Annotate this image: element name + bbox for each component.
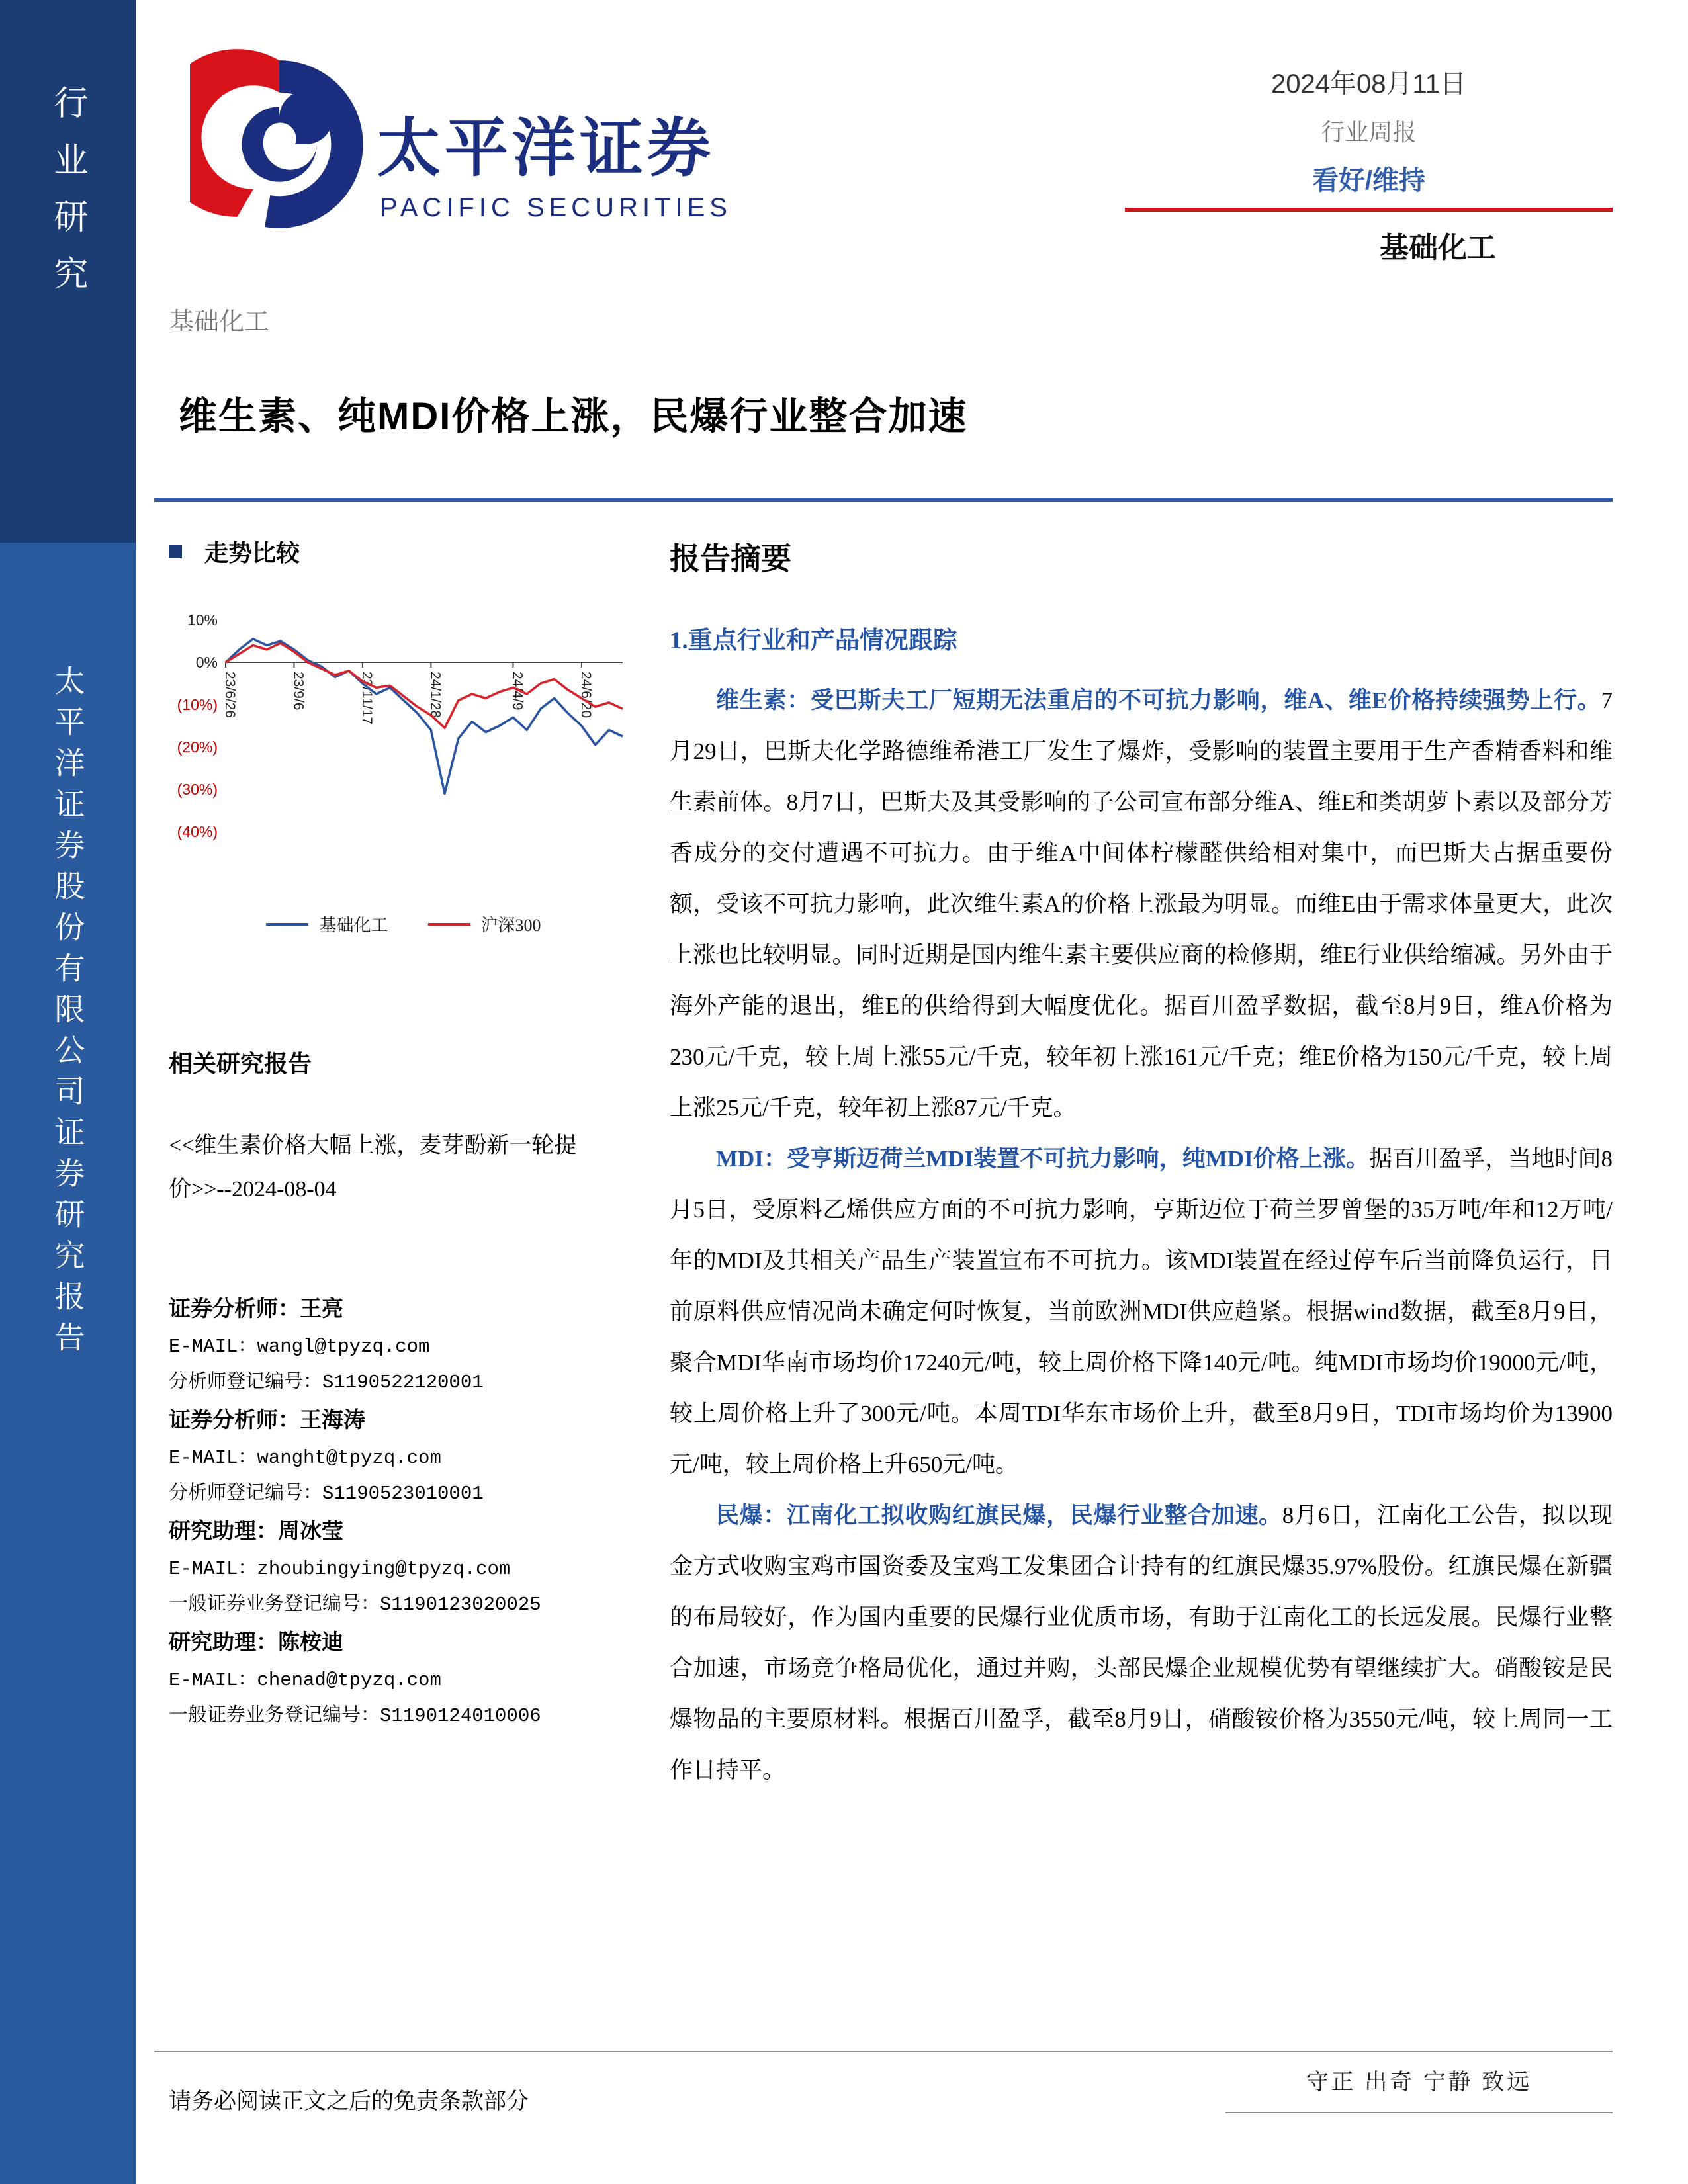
industry-rating: 看好/维持: [1311, 166, 1426, 195]
sidebar: [0, 0, 136, 2184]
logo-eye: [274, 132, 290, 148]
svg-text:24/6/20: 24/6/20: [578, 672, 594, 719]
analyst-detail: 分析师登记编号：S1190522120001: [169, 1372, 484, 1393]
analyst-detail: 分析师登记编号：S1190523010001: [169, 1483, 484, 1505]
left-column: [169, 535, 639, 1734]
summary-paragraph: 维生素：受巴斯夫工厂短期无法重启的不可抗力影响，维A、维E价格持续强势上行。7月29日，巴斯夫化学路德维希港工厂发生了爆炸，受影响的装置主要用于生产香精香料和维生素前体。8月7日，巴斯夫及其受影响的子公司宣布部分维A、维E和类胡萝卜素以及部分芳香成分的交付遭遇不可抗力。由于维A中间体柠檬醛供给相对集中，而巴斯夫占据重要份额，受该不可抗力影响，此次维生素A的价格上涨最为明显。而维E由于需求体量更大，此次上涨也比较明显。同时近期是国内维生素主要供应商的检修期，维E行业供给缩减。另外由于海外产能的退出，维E的供给得到大幅度优化。据百川盈孚数据，截至8月9日，维A价格为230元/千克，较上周上涨55元/千克，较年初上涨161元/千克；维E价格为150元/千克，较上周上涨25元/千克，较年初上涨87元/千克。: [670, 687, 1613, 1121]
summary-paragraphs: [670, 675, 1613, 1796]
svg-text:(40%): (40%): [177, 823, 218, 840]
analyst-detail: 一般证券业务登记编号：S1190123020025: [169, 1594, 541, 1616]
sidebar-vertical-label-company: 太平洋证券股份有限公司证券研究报告: [50, 665, 85, 1362]
summary-paragraph: 民爆：江南化工拟收购红旗民爆，民爆行业整合加速。8月6日，江南化工公告，拟以现金方式收购宝鸡市国资委及宝鸡工发集团合计持有的红旗民爆35.97%股份。红旗民爆在新疆的布局较好，作为国内重要的民爆行业优质市场，有助于江南化工的长远发展。民爆行业整合加速，市场竞争格局优化，通过并购，头部民爆企业规模优势有望继续扩大。硝酸铵是民爆物品的主要原材料。根据百川盈孚，截至8月9日，硝酸铵价格为3550元/吨，较上周同一工作日持平。: [670, 1503, 1613, 1783]
brand-name-en: PACIFIC SECURITIES: [380, 193, 732, 222]
svg-text:(30%): (30%): [177, 781, 218, 798]
footer-motto: 守正 出奇 宁静 致远: [1225, 2052, 1613, 2113]
legend-line-icon: [266, 923, 308, 926]
svg-text:23/6/26: 23/6/26: [222, 672, 238, 719]
legend-item: [266, 912, 388, 936]
analysts-block: [169, 1289, 639, 1734]
analyst-name: 证券分析师：王亮: [169, 1297, 343, 1321]
related-reports-title: 相关研究报告: [169, 1051, 312, 1077]
analyst-detail: E-MAIL：zhoubingying@tpyzq.com: [169, 1558, 511, 1580]
svg-text:(10%): (10%): [177, 696, 218, 713]
red-divider: [1125, 208, 1613, 212]
pacific-securities-logo-icon: [190, 45, 369, 243]
footer-disclaimer: 请务必阅读正文之后的免责条款部分: [169, 2089, 529, 2114]
svg-text:10%: 10%: [187, 611, 218, 629]
analyst-detail: E-MAIL：wangl@tpyzq.com: [169, 1336, 430, 1358]
svg-text:0%: 0%: [195, 654, 218, 671]
summary-heading: 报告摘要: [670, 541, 791, 576]
analyst-name: 证券分析师：王海涛: [169, 1409, 365, 1432]
related-reports-list: [169, 1124, 639, 1211]
category-label: 基础化工: [169, 308, 270, 336]
trend-chart: [169, 608, 639, 936]
trend-chart-svg: [169, 608, 632, 906]
trend-comparison-title: 走势比较: [204, 540, 300, 566]
svg-text:(20%): (20%): [177, 738, 218, 756]
summary-section-title: 1.重点行业和产品情况跟踪: [670, 627, 957, 654]
related-report-item: <<维生素价格大幅上涨，麦芽酚新一轮提价>>--2024-08-04: [169, 1133, 577, 1201]
sidebar-bottom-band: [0, 543, 136, 2184]
report-type: 行业周报: [1321, 118, 1417, 146]
legend-item: [428, 912, 541, 936]
legend-label: 基础化工: [319, 916, 388, 935]
logo-red-swirl: [190, 49, 279, 217]
analyst-detail: 一般证券业务登记编号：S1190124010006: [169, 1705, 541, 1727]
paragraph-lead: MDI：受亨斯迈荷兰MDI装置不可抗力影响，纯MDI价格上涨。: [716, 1146, 1370, 1172]
svg-text:23/9/6: 23/9/6: [290, 672, 306, 711]
blue-divider: [154, 498, 1613, 502]
chart-legend: [169, 912, 639, 936]
sidebar-vertical-label-industry-research: 行业研究: [48, 85, 87, 312]
analyst-detail: E-MAIL：chenad@tpyzq.com: [169, 1669, 441, 1691]
brand-name-cn: 太平洋证券: [377, 113, 715, 184]
analyst-detail: E-MAIL：wanght@tpyzq.com: [169, 1447, 441, 1469]
svg-text:24/1/28: 24/1/28: [427, 672, 443, 719]
legend-line-icon: [428, 923, 470, 926]
summary-column: [670, 535, 1613, 1796]
paragraph-lead: 民爆：江南化工拟收购红旗民爆，民爆行业整合加速。: [716, 1503, 1282, 1528]
sidebar-top-band: [0, 0, 136, 543]
square-bullet-icon: [169, 545, 182, 558]
paragraph-lead: 维生素：受巴斯夫工厂短期无法重启的不可抗力影响，维A、维E价格持续强势上行。: [716, 687, 1601, 713]
svg-text:24/4/9: 24/4/9: [510, 672, 525, 711]
analyst-name: 研究助理：周冰莹: [169, 1520, 343, 1544]
trend-comparison-header: [169, 535, 639, 568]
report-title: 维生素、纯MDI价格上涨，民爆行业整合加速: [179, 395, 968, 438]
report-meta-block: [1125, 63, 1613, 266]
industry-name: 基础化工: [1380, 232, 1496, 264]
report-date: 2024年08月11日: [1271, 69, 1466, 99]
svg-text:23/11/17: 23/11/17: [359, 672, 375, 725]
legend-label: 沪深300: [480, 916, 541, 935]
summary-paragraph: MDI：受亨斯迈荷兰MDI装置不可抗力影响，纯MDI价格上涨。据百川盈孚，当地时间8月5日，受原料乙烯供应方面的不可抗力影响，亨斯迈位于荷兰罗曾堡的35万吨/年和12万吨/年的MDI及其相关产品生产装置宣布不可抗力。该MDI装置在经过停车后当前降负运行，目前原料供应情况尚未确定何时恢复，当前欧洲MDI供应趋紧。根据wind数据，截至8月9日，聚合MDI华南市场均价17240元/吨，较上周价格下降140元/吨。纯MDI市场均价19000元/吨，较上周价格上升了300元/吨。本周TDI华东市场价上升，截至8月9日，TDI市场均价为13900元/吨，较上周价格上升650元/吨。: [670, 1146, 1613, 1477]
analyst-name: 研究助理：陈桉迪: [169, 1631, 343, 1655]
